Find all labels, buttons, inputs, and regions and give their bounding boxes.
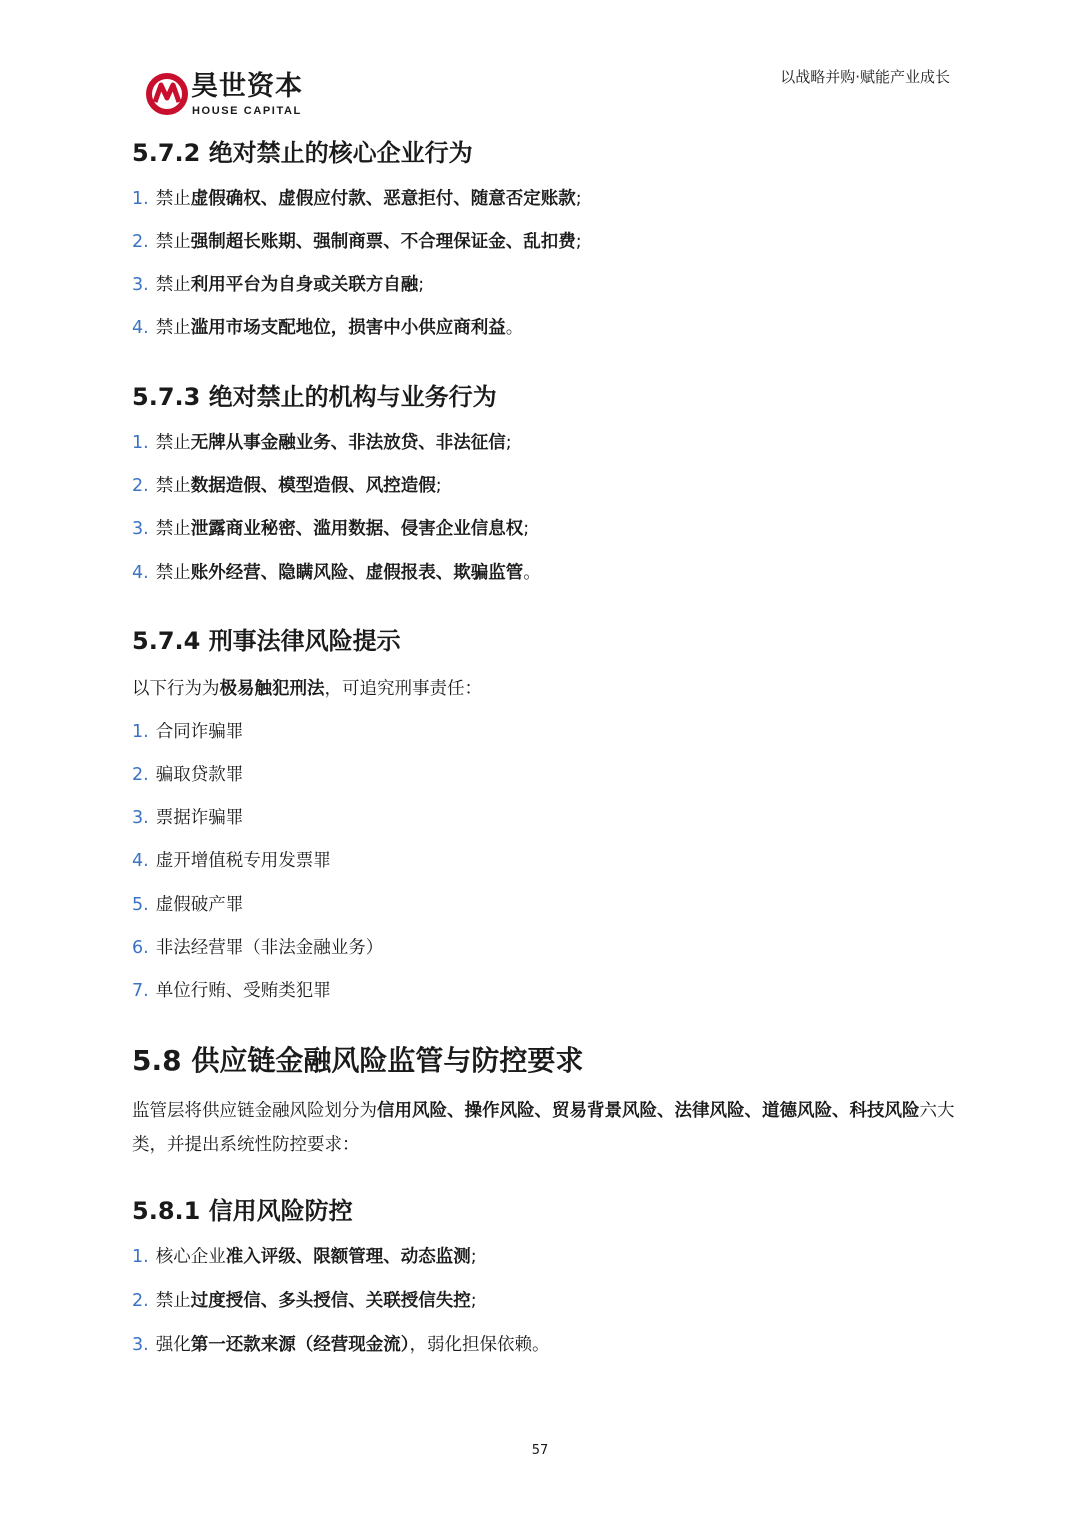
list-item <box>132 1245 477 1269</box>
item-prefix: 禁止 <box>155 519 191 539</box>
item-text: 非法经营罪（非法金融业务） <box>155 938 384 958</box>
list-item <box>132 1289 477 1313</box>
item-text: 票据诈骗罪 <box>155 808 244 828</box>
item-suffix: ; <box>575 189 582 209</box>
list-number: 1. <box>132 722 149 742</box>
item-prefix: 禁止 <box>155 476 191 496</box>
list-number: 3. <box>132 1335 149 1355</box>
item-prefix: 禁止 <box>155 189 191 209</box>
item-text: 骗取贷款罪 <box>155 765 244 785</box>
company-logo <box>145 70 320 122</box>
list-number: 2. <box>132 765 149 785</box>
item-bold: 数据造假、模型造假、风控造假 <box>190 476 436 496</box>
item-suffix: ; <box>575 232 582 252</box>
item-bold: 强制超长账期、强制商票、不合理保证金、乱扣费 <box>190 232 576 252</box>
item-suffix: ; <box>418 275 425 295</box>
list-number: 3. <box>132 519 149 539</box>
list-item <box>132 431 512 455</box>
item-suffix: ; <box>523 519 530 539</box>
list-item <box>132 979 331 1003</box>
item-bold: 无牌从事金融业务、非法放贷、非法征信 <box>190 433 506 453</box>
list-number: 7. <box>132 981 149 1001</box>
list-item <box>132 561 541 585</box>
list-item <box>132 517 529 541</box>
item-prefix: 禁止 <box>155 1291 191 1311</box>
page-number: 57 <box>531 1443 549 1458</box>
list-number: 3. <box>132 275 149 295</box>
section-title-5-7-3: 5.7.3 绝对禁止的机构与业务行为 <box>132 383 497 411</box>
item-text: 合同诈骗罪 <box>155 722 244 742</box>
list-item <box>132 720 243 744</box>
item-bold: 准入评级、限额管理、动态监测 <box>225 1247 471 1267</box>
section-intro <box>132 677 482 701</box>
item-bold: 滥用市场支配地位，损害中小供应商利益 <box>190 318 506 338</box>
logo-chinese-text: 昊世资本 <box>191 71 303 102</box>
list-item <box>132 806 243 830</box>
item-suffix: 。 <box>523 563 541 583</box>
item-bold: 第一还款来源（经营现金流） <box>190 1335 410 1355</box>
intro-suffix: ，可追究刑事责任： <box>324 679 482 699</box>
list-item <box>132 936 383 960</box>
list-number: 3. <box>132 808 149 828</box>
list-number: 1. <box>132 433 149 453</box>
item-prefix: 禁止 <box>155 563 191 583</box>
item-text: 虚开增值税专用发票罪 <box>155 851 331 871</box>
item-prefix: 禁止 <box>155 232 191 252</box>
item-prefix: 禁止 <box>155 275 191 295</box>
list-item <box>132 187 582 211</box>
list-number: 1. <box>132 189 149 209</box>
section-title-5-8-1: 5.8.1 信用风险防控 <box>132 1197 353 1225</box>
list-item <box>132 763 243 787</box>
list-number: 2. <box>132 476 149 496</box>
intro-bold: 信用风险、操作风险、贸易背景风险、法律风险、道德风险、科技风险 <box>377 1101 920 1121</box>
list-item <box>132 273 424 297</box>
list-item <box>132 230 582 254</box>
intro-prefix: 以下行为为 <box>132 679 220 699</box>
list-number: 2. <box>132 1291 149 1311</box>
list-number: 4. <box>132 318 149 338</box>
list-number: 1. <box>132 1247 149 1267</box>
list-number: 6. <box>132 938 149 958</box>
list-item <box>132 893 243 917</box>
section-title-5-7-4: 5.7.4 刑事法律风险提示 <box>132 627 401 655</box>
intro-suffix: 六大类，并提出系统性防控要求： <box>132 1101 955 1155</box>
item-suffix: ; <box>470 1247 477 1267</box>
item-text: 虚假破产罪 <box>155 895 244 915</box>
item-bold: 过度授信、多头授信、关联授信失控 <box>190 1291 471 1311</box>
item-bold: 虚假确权、虚假应付款、恶意拒付、随意否定账款 <box>190 189 576 209</box>
item-suffix: ; <box>505 433 512 453</box>
item-prefix: 禁止 <box>155 433 191 453</box>
logo-english-text: HOUSE CAPITAL <box>192 105 302 117</box>
item-suffix: ; <box>470 1291 477 1311</box>
item-prefix: 核心企业 <box>155 1247 226 1267</box>
item-prefix: 强化 <box>155 1335 191 1355</box>
item-prefix: 禁止 <box>155 318 191 338</box>
list-item <box>132 474 442 498</box>
list-number: 5. <box>132 895 149 915</box>
item-suffix: ，弱化担保依赖。 <box>409 1335 550 1355</box>
list-item <box>132 316 523 340</box>
list-item <box>132 1333 549 1357</box>
list-number: 2. <box>132 232 149 252</box>
item-suffix: ; <box>435 476 442 496</box>
header-slogan: 以战略并购·赋能产业成长 <box>780 68 950 86</box>
item-bold: 账外经营、隐瞒风险、虚假报表、欺骗监管 <box>190 563 524 583</box>
item-text: 单位行贿、受贿类犯罪 <box>155 981 331 1001</box>
intro-bold: 极易触犯刑法 <box>219 679 325 699</box>
section-title-5-8: 5.8 供应链金融风险监管与防控要求 <box>132 1044 584 1077</box>
list-number: 4. <box>132 563 149 583</box>
item-suffix: 。 <box>505 318 524 338</box>
section-intro-paragraph <box>132 1094 962 1162</box>
list-item <box>132 849 331 873</box>
item-bold: 泄露商业秘密、滥用数据、侵害企业信息权 <box>190 519 524 539</box>
item-bold: 利用平台为自身或关联方自融 <box>190 275 419 295</box>
section-title-5-7-2: 5.7.2 绝对禁止的核心企业行为 <box>132 139 473 167</box>
list-number: 4. <box>132 851 149 871</box>
intro-prefix: 监管层将供应链金融风险划分为 <box>132 1101 377 1121</box>
house-capital-logo-icon <box>145 72 189 116</box>
